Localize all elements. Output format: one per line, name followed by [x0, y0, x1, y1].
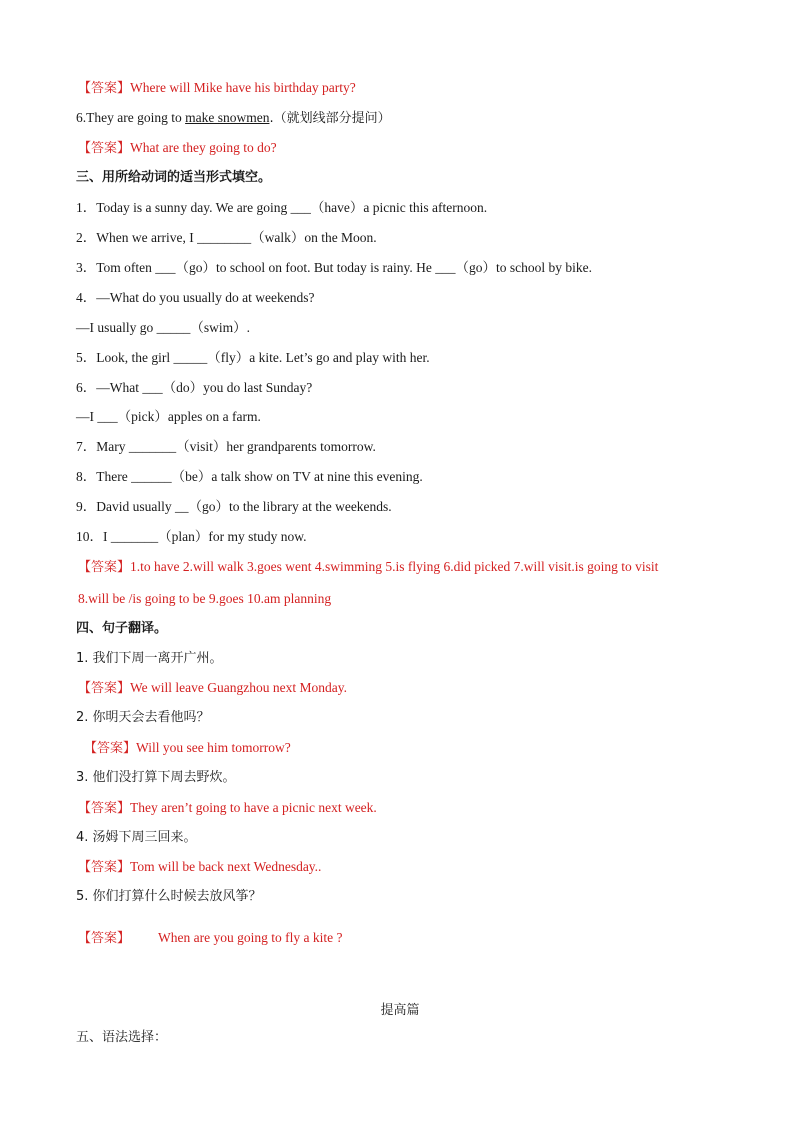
translation-answer-2 — [84, 739, 291, 758]
section-3-answer-line-2: 8.will be /is going to be 9.goes 10.am planning — [78, 591, 332, 606]
advanced-title: 提高篇 — [380, 1003, 420, 1018]
section-3-answer-line-1 — [78, 558, 658, 577]
answer-tag: 【答案】 — [78, 931, 131, 946]
answer-tag: 【答案】 — [78, 681, 131, 696]
question-number: 3. — [76, 770, 93, 785]
answer-tag: 【答案】 — [78, 560, 131, 575]
section-3-item-4: 4．—What do you usually do at weekends? — [76, 290, 315, 305]
section-3-item-7: 7．Mary _______（visit）her grandparents tomorrow. — [76, 439, 376, 454]
answer-tag: 【答案】 — [78, 801, 131, 816]
question-6-prefix: 6.They are going to — [76, 110, 186, 125]
question-text: 你们打算什么时候去放风筝？ — [92, 889, 262, 904]
answer-text: What are they going to do? — [130, 140, 277, 155]
answer-tag: 【答案】 — [84, 741, 137, 756]
answer-text: 1.to have 2.will walk 3.goes went 4.swimming 5.is flying 6.did picked 7.will visit.is going to visit — [130, 559, 659, 574]
section-3-item-3: 3．Tom often ___（go）to school on foot. But today is rainy. He ___（go）to school by bike. — [76, 260, 593, 275]
section-5-title: 五、语法选择： — [76, 1030, 168, 1045]
question-text: 你明天会去看他吗？ — [92, 710, 210, 725]
answer-text: Where will Mike have his birthday party? — [130, 80, 356, 95]
answer-5 — [78, 79, 356, 98]
question-6-suffix: .（就划线部分提问） — [269, 111, 391, 126]
section-3-item-9: 9．David usually __（go）to the library at the weekends. — [76, 499, 392, 514]
section-3-item-5: 5．Look, the girl _____（fly）a kite. Let’s go and play with her. — [76, 350, 430, 365]
section-3-item-2: 2．When we arrive, I ________（walk）on the Moon. — [76, 230, 377, 245]
question-number: 5. — [76, 889, 93, 904]
question-number: 4. — [76, 830, 93, 845]
translation-answer-1 — [78, 679, 347, 698]
section-3-item-6-reply: —I ___（pick）apples on a farm. — [76, 409, 261, 424]
answer-tag: 【答案】 — [78, 860, 131, 875]
translation-question-2 — [76, 709, 210, 727]
section-3-item-4-reply: —I usually go _____（swim）. — [76, 320, 250, 335]
section-3-item-6: 6．—What ___（do）you do last Sunday? — [76, 380, 313, 395]
translation-question-3 — [76, 769, 236, 787]
answer-text: When are you going to fly a kite ? — [158, 930, 343, 945]
question-6-underlined: make snowmen — [185, 110, 270, 125]
translation-answer-3 — [78, 799, 377, 818]
translation-answer-5 — [78, 929, 342, 948]
answer-6 — [78, 139, 277, 158]
answer-tag: 【答案】 — [78, 81, 131, 96]
translation-question-4 — [76, 829, 197, 847]
answer-text: Tom will be back next Wednesday.. — [130, 859, 322, 874]
question-number: 1. — [76, 651, 93, 666]
question-text: 他们没打算下周去野炊。 — [92, 770, 236, 785]
section-3-item-8: 8．There ______（be）a talk show on TV at nine this evening. — [76, 469, 423, 484]
section-3-item-1: 1．Today is a sunny day. We are going ___（have）a picnic this afternoon. — [76, 200, 488, 215]
translation-question-5 — [76, 888, 262, 906]
question-text: 我们下周一离开广州。 — [92, 651, 223, 666]
question-6 — [76, 109, 391, 128]
answer-tag: 【答案】 — [78, 141, 131, 156]
question-number: 2. — [76, 710, 93, 725]
section-3-title: 三、用所给动词的适当形式填空。 — [76, 170, 272, 185]
section-3-item-10: 10．I _______（plan）for my study now. — [76, 529, 307, 544]
section-4-title: 四、句子翻译。 — [76, 621, 168, 636]
answer-text: We will leave Guangzhou next Monday. — [130, 680, 347, 695]
answer-text: They aren’t going to have a picnic next week. — [130, 800, 377, 815]
translation-answer-4 — [78, 858, 321, 877]
answer-text: Will you see him tomorrow? — [136, 740, 291, 755]
question-text: 汤姆下周三回来。 — [92, 830, 197, 845]
translation-question-1 — [76, 650, 223, 668]
